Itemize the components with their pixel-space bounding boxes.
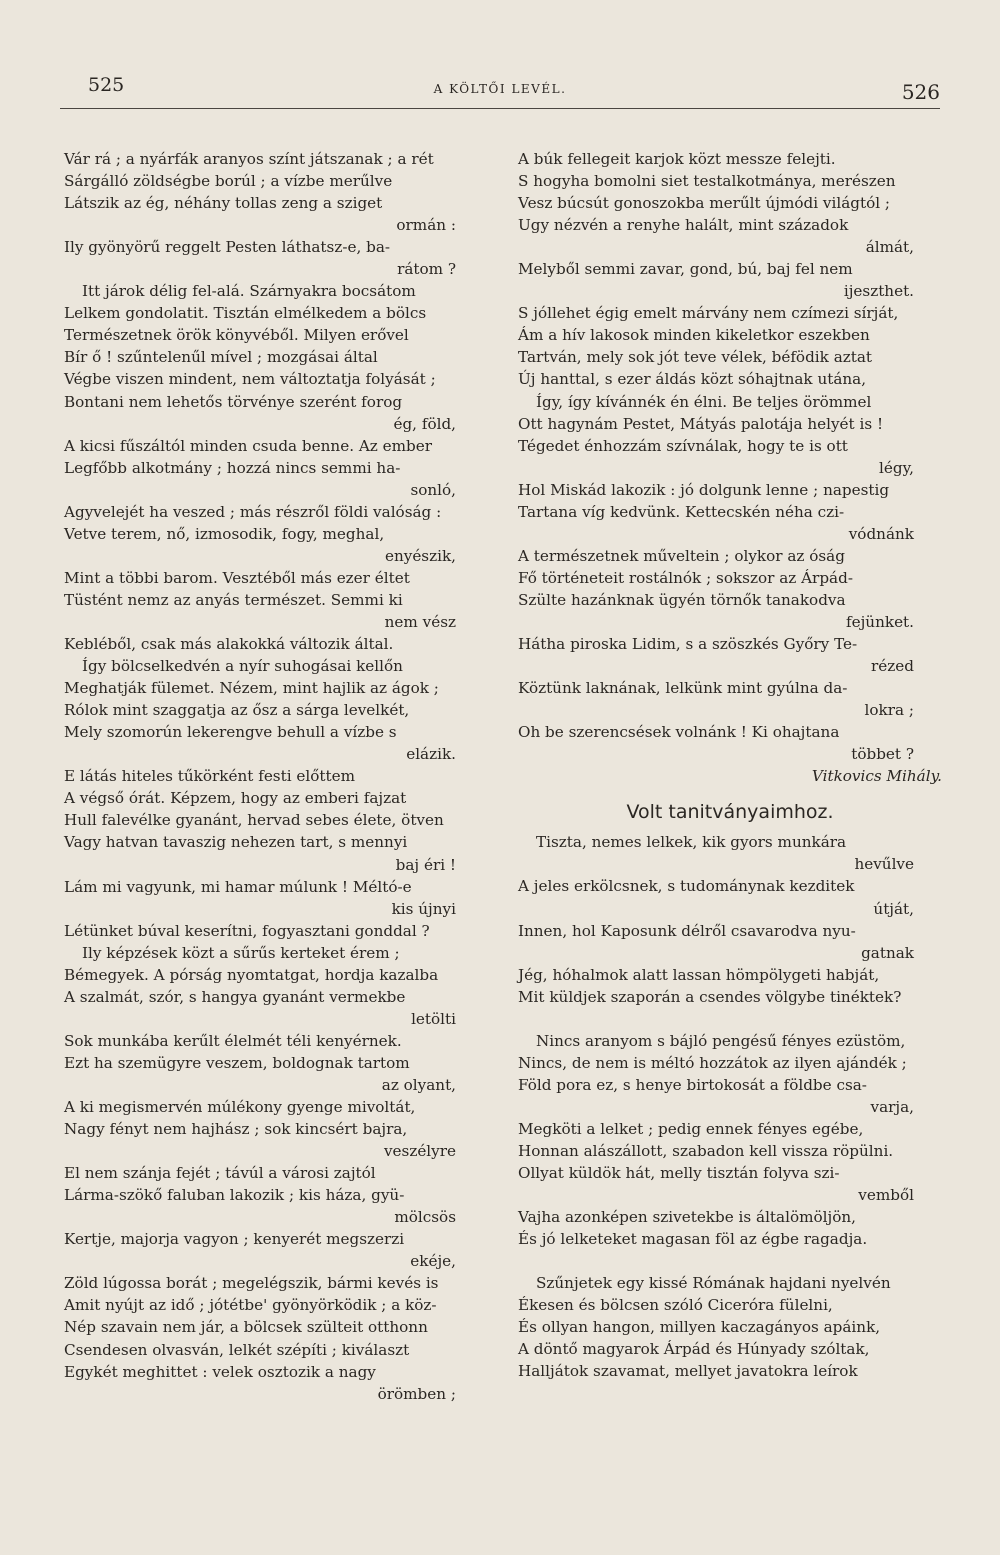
text-line: Végbe viszen mindent, nem változtatja folyását ;	[64, 370, 436, 389]
text-line: enyészik,	[384, 546, 456, 565]
text-line: kis újnyi	[391, 899, 456, 918]
page-header	[60, 74, 940, 104]
text-line: Sok munkába kerűlt élelmét téli kenyérnek.	[64, 1031, 402, 1050]
text-line: Ékesen és bölcsen szóló Ciceróra fülelni,	[518, 1296, 833, 1315]
text-line: És jó lelketeket magasan föl az égbe ragadja.	[518, 1230, 868, 1249]
text-line: Sárgálló zöldségbe borúl ; a vízbe merűlve	[64, 172, 393, 191]
text-line: gatnak	[861, 943, 914, 962]
text-line: rézed	[871, 657, 914, 676]
text-line: Vajha azonképen szivetekbe is általömöljön,	[518, 1208, 856, 1227]
text-line: Így bölcselkedvén a nyír suhogásai kellőn	[82, 657, 403, 676]
text-line: Új hanttal, s ezer áldás közt sóhajtnak utána,	[518, 370, 867, 389]
text-line: Fő történeteit rostálnók ; sokszor az Árpád-	[518, 568, 853, 587]
text-line: az olyant,	[381, 1075, 456, 1094]
text-line: Honnan alászállott, szabadon kell vissza röpülni.	[518, 1141, 894, 1160]
text-line: Ily képzések közt a sűrűs kerteket érem ;	[82, 943, 400, 962]
text-line: Nép szavain nem jár, a bölcsek szülteit otthonn	[64, 1318, 428, 1337]
text-line: A ki megismervén múlékony gyenge mivoltát,	[64, 1098, 416, 1117]
text-line: Szülte hazánknak ügyén törnők tanakodva	[518, 590, 846, 609]
text-line: S jóllehet égig emelt márvány nem czímezi sírját,	[518, 304, 899, 323]
text-line: Szűnjetek egy kissé Rómának hajdani nyelvén	[536, 1274, 891, 1293]
signature: Vitkovics Mihály.	[811, 767, 942, 786]
text-line: Ott hagynám Pestet, Mátyás palotája helyét is !	[518, 414, 884, 433]
stanza-gap	[518, 1250, 942, 1272]
text-line: A jeles erkölcsnek, s tudománynak kezditek	[518, 877, 855, 896]
text-line: ijeszthet.	[843, 282, 914, 301]
text-line: Köztünk laknának, lelkünk mint gyúlna da-	[518, 679, 848, 698]
poem-heading: Volt tanitványaimhoz.	[626, 801, 834, 824]
text-line: El nem szánja fejét ; távúl a városi zajtól	[64, 1164, 376, 1183]
text-line: A végső órát. Képzem, hogy az emberi fajzat	[64, 789, 407, 808]
text-line: A természetnek műveltein ; olykor az óság	[518, 546, 845, 565]
text-line: baj éri !	[395, 855, 456, 874]
text-line: Föld pora ez, s henye birtokosát a földbe csa-	[518, 1075, 867, 1094]
text-line: Hol Miskád lakozik : jó dolgunk lenne ; napestig	[518, 480, 890, 499]
text-line: Mely szomorún lekerengve behull a vízbe s	[64, 723, 397, 742]
text-line: Csendesen olvasván, lelkét szépíti ; kiválaszt	[64, 1340, 410, 1359]
text-line: Rólok mint szaggatja az ősz a sárga levelkét,	[64, 701, 410, 720]
text-line: sonló,	[410, 480, 456, 499]
text-line: Hull falevélke gyanánt, hervad sebes élete, ötven	[64, 811, 444, 830]
text-line: Vár rá ; a nyárfák aranyos színt játszanak ; a rét	[64, 150, 434, 168]
text-line: Amit nyújt az idő ; jótétbe' gyönyörködik ; a köz-	[64, 1296, 437, 1315]
text-line: Kebléből, csak más alakokká változik által.	[64, 635, 394, 654]
text-line: Tiszta, nemes lelkek, kik gyors munkára	[536, 833, 847, 852]
text-line: Így, így kívánnék én élni. Be teljes örömmel	[536, 392, 872, 411]
text-line: Mint a többi barom. Vesztéből más ezer éltet	[64, 568, 410, 587]
text-line: nem vész	[384, 612, 456, 631]
text-line: Nincs, de nem is méltó hozzátok az ilyen ajándék ;	[518, 1053, 907, 1072]
text-line: Vesz búcsút gonoszokba merűlt újmódi világtól ;	[518, 194, 891, 213]
text-line: És ollyan hangon, millyen kaczagányos apáink,	[518, 1318, 881, 1337]
text-line: Hátha piroska Lidim, s a szöszkés Győry Te-	[518, 635, 858, 654]
text-line: légy,	[879, 458, 914, 477]
text-line: Lelkem gondolatit. Tisztán elmélkedem a bölcs	[64, 304, 427, 323]
page-number-right: 526	[901, 80, 940, 104]
text-line: ormán :	[396, 216, 456, 235]
text-line: Mit küldjek szaporán a csendes völgybe tinéktek?	[518, 987, 902, 1006]
text-line: ég, föld,	[393, 414, 456, 433]
text-line: Innen, hol Kaposunk délről csavarodva nyu-	[518, 921, 856, 940]
text-line: Vagy hatvan tavaszig nehezen tart, s mennyi	[64, 833, 408, 852]
text-line: Ollyat küldök hát, melly tisztán folyva szi-	[518, 1164, 840, 1183]
text-line: Ugy nézvén a renyhe halált, mint századok	[518, 216, 849, 235]
text-line: Tégedet énhozzám szívnálak, hogy te is ott	[518, 436, 848, 455]
header-rule	[60, 108, 940, 109]
running-title: A KÖLTŐI LEVÉL.	[433, 82, 567, 96]
text-line: Legfőbb alkotmány ; hozzá nincs semmi ha-	[64, 458, 401, 477]
text-line: örömben ;	[377, 1384, 456, 1403]
text-line: S hogyha bomolni siet testalkotmánya, merészen	[518, 172, 896, 191]
text-line: Nagy fényt nem hajhász ; sok kincsért bajra,	[64, 1120, 408, 1139]
text-line: Egykét meghittet : velek osztozik a nagy	[64, 1362, 376, 1381]
text-line: A kicsi fűszáltól minden csuda benne. Az ember	[64, 436, 433, 455]
text-line: Természetnek örök könyvéből. Milyen erővel	[64, 326, 409, 345]
text-line: vódnánk	[848, 524, 914, 543]
text-line: Lám mi vagyunk, mi hamar múlunk ! Méltó-e	[64, 877, 412, 896]
left-column	[64, 148, 484, 1405]
page-number-left: 525	[88, 74, 125, 96]
text-line: Tartana víg kedvünk. Kettecskén néha czi-	[518, 502, 845, 521]
text-line: Lárma-szökő faluban lakozik ; kis háza, gyü-	[64, 1186, 405, 1205]
text-line: álmát,	[865, 238, 914, 257]
text-line: Meghatják fülemet. Nézem, mint hajlik az ágok ;	[64, 679, 439, 698]
text-line: Bír ő ! szűntelenűl mível ; mozgásai által	[64, 348, 378, 367]
text-line: Vetve terem, nő, izmosodik, fogy, meghal,	[64, 524, 385, 543]
text-line: Zöld lúgossa borát ; megelégszik, bármi kevés is	[64, 1274, 439, 1293]
text-line: Ily gyönyörű reggelt Pesten láthatsz-e, ba-	[64, 238, 391, 257]
text-line: veszélyre	[383, 1142, 456, 1161]
text-line: E látás hiteles tűkörként festi előttem	[64, 767, 355, 786]
text-line: Nincs aranyom s bájló pengésű fényes ezüstöm,	[536, 1031, 906, 1050]
text-line: letölti	[411, 1009, 456, 1028]
text-line: Létünket búval keserítni, fogyasztani gonddal ?	[64, 921, 430, 940]
text-line: A döntő magyarok Árpád és Húnyady szóltak,	[518, 1340, 870, 1359]
text-line: elázik.	[406, 745, 456, 764]
text-line: Kertje, majorja vagyon ; kenyerét megszerzi	[64, 1230, 405, 1249]
text-line: Bémegyek. A pórság nyomtatgat, hordja kazalba	[64, 965, 439, 984]
text-line: többet ?	[851, 745, 914, 764]
stanza-gap	[518, 1008, 942, 1030]
text-line: Látszik az ég, néhány tollas zeng a sziget	[64, 194, 383, 213]
text-line: Itt járok délig fel-alá. Szárnyakra bocsátom	[82, 282, 416, 301]
text-line: Ezt ha szemügyre veszem, boldognak tartom	[64, 1053, 410, 1072]
text-line: lokra ;	[864, 701, 914, 720]
text-line: A búk fellegeit karjok közt messze felejti.	[518, 150, 836, 168]
text-line: Tartván, mely sok jót teve vélek, béfödik aztat	[518, 348, 873, 367]
text-line: Ám a hív lakosok minden kikeletkor eszekben	[518, 326, 870, 345]
text-line: Melyből semmi zavar, gond, bú, baj fel nem	[518, 260, 853, 279]
text-line: Oh be szerencsések volnánk ! Ki ohajtana	[518, 723, 840, 742]
text-line: útját,	[873, 899, 914, 918]
text-line: Agyvelejét ha veszed ; más részről földi valóság :	[64, 502, 442, 521]
text-line: varja,	[870, 1097, 914, 1116]
text-line: fejünket.	[845, 612, 914, 631]
text-line: Halljátok szavamat, mellyet javatokra leírok	[518, 1362, 858, 1381]
text-line: ekéje,	[410, 1252, 456, 1271]
right-column	[518, 148, 942, 1382]
text-line: A szalmát, szór, s hangya gyanánt vermekbe	[64, 987, 406, 1006]
text-line: mölcsös	[394, 1208, 456, 1227]
text-line: Jég, hóhalmok alatt lassan hömpölygeti habját,	[518, 965, 880, 984]
text-line: Megköti a lelket ; pedig ennek fényes egébe,	[518, 1119, 864, 1138]
text-line: Bontani nem lehetős törvénye szerént forog	[64, 392, 403, 411]
text-line: Tüstént nemz az anyás természet. Semmi ki	[64, 590, 403, 609]
text-line: vemből	[858, 1186, 914, 1205]
text-line: hevűlve	[854, 855, 914, 874]
text-line: rátom ?	[397, 260, 456, 279]
